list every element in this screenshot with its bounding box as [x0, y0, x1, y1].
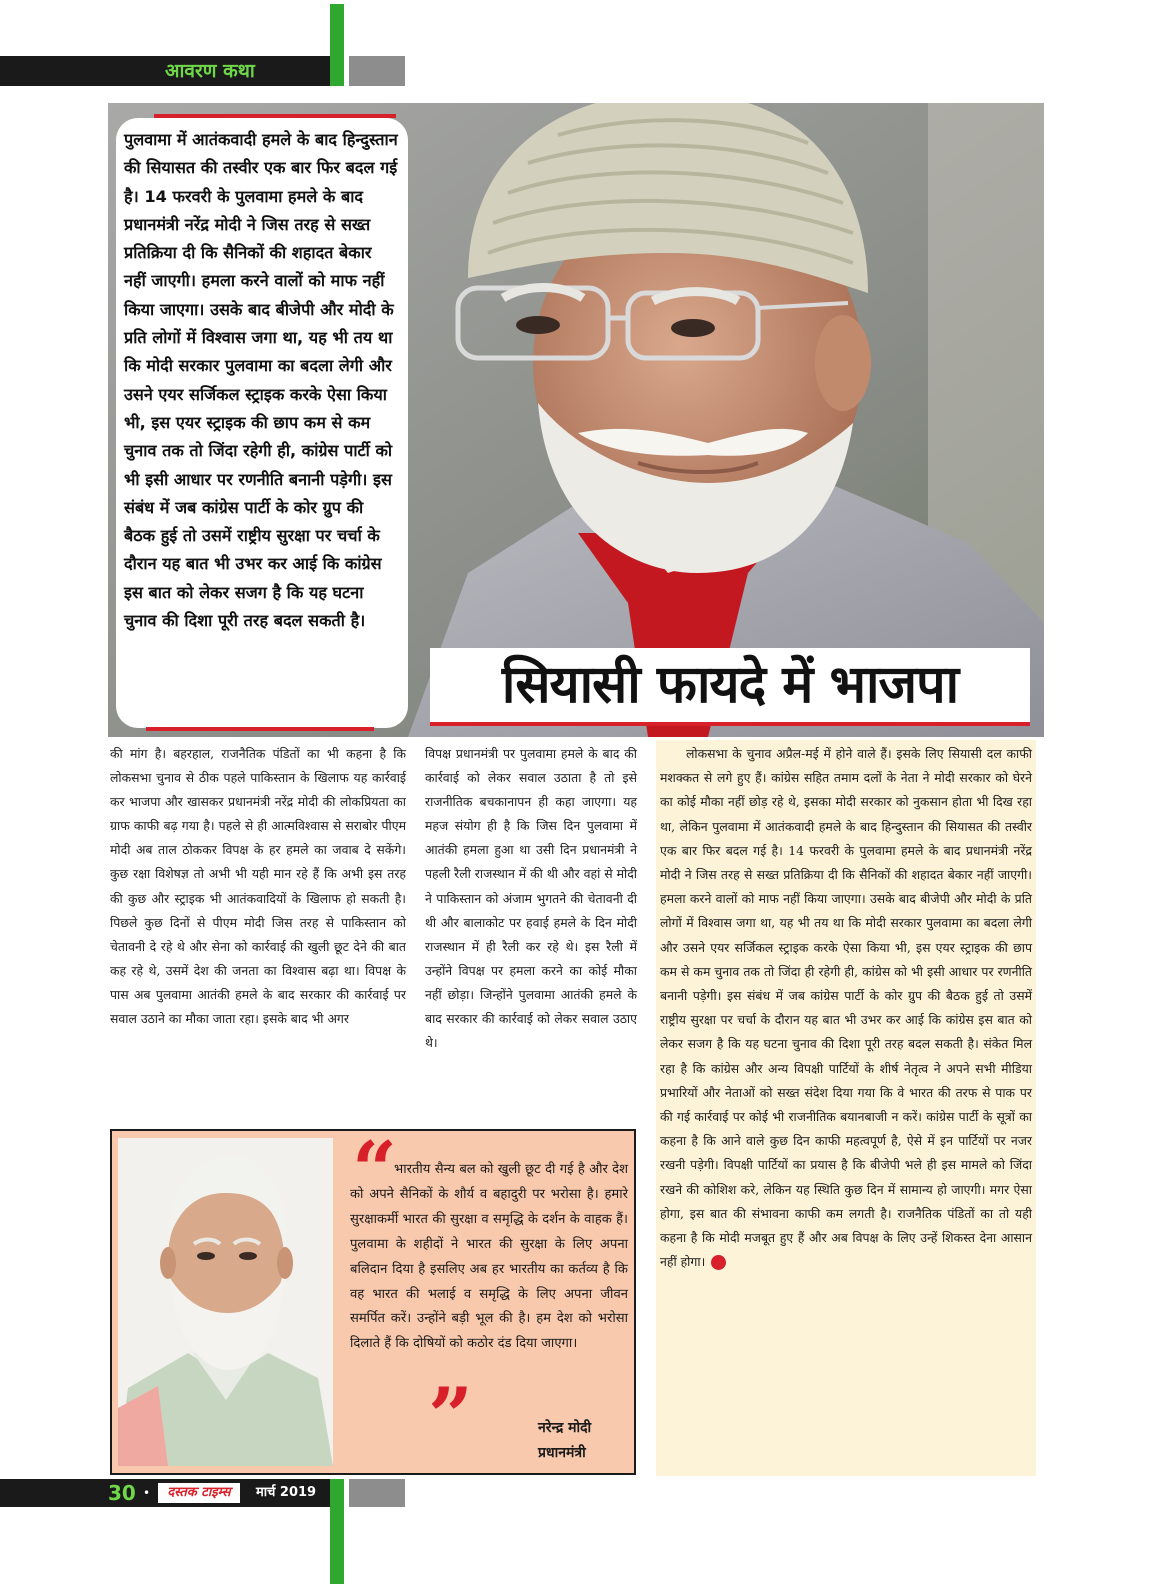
intro-bottom-accent [146, 727, 374, 731]
header-green-rule [330, 4, 344, 86]
magazine-logo: दस्तक टाइम्स [158, 1483, 240, 1503]
quote-portrait-photo [118, 1138, 333, 1466]
headline-panel [430, 648, 1030, 726]
intro-panel [116, 118, 408, 728]
article-column-3 [660, 742, 1032, 1274]
footer-separator: • [143, 1486, 151, 1500]
issue-date: मार्च 2019 [256, 1485, 317, 1500]
quote-text: भारतीय सैन्य बल को खुली छूट दी गई है और देश को अपने सैनिकों के शौर्य व बहादुरी पर भरोसा है। हमारे सुरक्षाकर्मी भारत की सुरक्षा व समृद्धि के दर्शन के वाहक हैं। पुलवामा के शहीदों ने भारत की सुरक्षा के लिए अपना बलिदान दिया है इसलिए अब हर भारतीय का कर्तव्य है कि वह भारत की भलाई व समृद्धि के लिए अपना जीवन समर्पित करें। उन्होंने बड़ी भूल की है। हम देश को भरोसा दिलाते हैं कि दोषियों को कठोर दंड दिया जाएगा। [350, 1162, 628, 1352]
quote-portrait-illustration [118, 1138, 333, 1466]
quote-attribution-role: प्रधानमंत्री [538, 1445, 586, 1461]
intro-text: पुलवामा में आतंकवादी हमले के बाद हिन्दुस्तान की सियासत की तस्वीर एक बार फिर बदल गई है। 14 फरवरी के पुलवामा हमले के बाद प्रधानमंत्री नरेंद्र मोदी ने जिस तरह से सख्त प्रतिक्रिया दी कि सैनिकों की शहादत बेकार नहीं जाएगी। हमला करने वालों को माफ नहीं किया जाएगा। उसके बाद बीजेपी और मोदी के प्रति लोगों में विश्वास जगा था, यह भी तय था कि मोदी सरकार पुलवामा का बदला लेगी और उसने एयर सर्जिकल स्ट्राइक करके ऐसा किया भी, इस एयर स्ट्राइक की छाप कम से कम चुनाव तक तो जिंदा रहेगी ही, कांग्रेस पार्टी को भी इसी आधार पर रणनीति बनानी पड़ेगी। इस संबंध में जब कांग्रेस पार्टी के कोर ग्रुप की बैठक हुई तो उसमें राष्ट्रीय सुरक्षा पर चर्चा के दौरान यह बात भी उभर कर आई कि कांग्रेस इस बात को लेकर सजग है कि यह घटना चुनाव की दिशा पूरी तरह बदल सकती है। [124, 130, 398, 631]
page-number: 30 [108, 1481, 136, 1505]
article-column-3-panel [656, 740, 1036, 1476]
footer-green-rule [330, 1479, 344, 1584]
close-quote-mark: ” [428, 1371, 473, 1462]
article-column-2: विपक्ष प्रधानमंत्री पर पुलवामा हमले के बाद की कार्रवाई को लेकर सवाल उठाता है तो इसे राजनीतिक बचकानापन ही कहा जाएगा। यह महज संयोग ही है कि जिस दिन पुलवामा में आतंकी हमला हुआ था उसी दिन प्रधानमंत्री ने पहली रैली राजस्थान में की थी और वहां से मोदी ने पाकिस्तान को अंजाम भुगतने की चेतावनी दी थी और बालाकोट पर हवाई हमले के दिन मोदी राजस्थान में ही रैली कर रहे थे। इस रैली में उन्होंने विपक्ष पर हमला करने का कोई मौका नहीं छोड़ा। जिन्होंने पुलवामा आतंकी हमले के बाद सरकार की कार्रवाई को लेकर सवाल उठाए थे। [425, 746, 637, 1051]
intro-top-accent [154, 114, 396, 118]
open-quote-mark: “ [352, 1125, 397, 1216]
headline: सियासी फायदे में भाजपा [501, 655, 959, 715]
footer-gray-block [349, 1479, 405, 1507]
article-column-1: की मांग है। बहरहाल, राजनैतिक पंडितों का भी कहना है कि लोकसभा चुनाव से ठीक पहले पाकिस्तान के खिलाफ यह कार्रवाई कर भाजपा और खासकर प्रधानमंत्री नरेंद्र मोदी की लोकप्रियता का ग्राफ काफी बढ़ गया है। पहले से ही आत्मविश्वास से सराबोर पीएम मोदी अब ताल ठोककर विपक्ष के हर हमले का जवाब दे सकेंगे। कुछ रक्षा विशेषज्ञ तो अभी भी यही मान रहे हैं कि अभी इस तरह की कुछ और स्ट्राइक भी आतंकवादियों के खिलाफ हो सकती है। पिछले कुछ दिनों से पीएम मोदी जिस तरह से पाकिस्तान को चेतावनी दे रहे थे और सेना को कार्रवाई की खुली छूट देने की बात कह रहे थे, उसमें देश की जनता का विश्वास बढ़ा था। विपक्ष के पास अब पुलवामा आतंकी हमले के बाद सरकार की कार्रवाई पर सवाल उठाने का मौका जाता रहा। इसके बाद भी अगर [110, 746, 406, 1027]
section-label: आवरण कथा [165, 60, 255, 82]
quote-attribution-name: नरेन्द्र मोदी [538, 1420, 592, 1436]
article-column-3-text: लोकसभा के चुनाव अप्रैल-मई में होने वाले हैं। इसके लिए सियासी दल काफी मशक्कत से लगे हुए हैं। कांग्रेस सहित तमाम दलों के नेता ने मोदी सरकार को घेरने का कोई मौका नहीं छोड़ रहे थे, इसका मोदी सरकार को नुकसान होता भी दिख रहा था, लेकिन पुलवामा में आतंकवादी हमले के बाद हिन्दुस्तान की सियासत की तस्वीर एक बार फिर बदल गई है। 14 फरवरी के पुलवामा हमले के बाद प्रधानमंत्री नरेंद्र मोदी ने जिस तरह से सख्त प्रतिक्रिया दी कि सैनिकों की शहादत बेकार नहीं जाएगी। हमला करने वालों को माफ नहीं किया जाएगा। उसके बाद बीजेपी और मोदी के प्रति लोगों में विश्वास जगा था, यह भी तय था कि मोदी सरकार पुलवामा का बदला लेगी और उसने एयर सर्जिकल स्ट्राइक करके ऐसा किया भी, इस एयर स्ट्राइक की छाप कम से कम चुनाव तक तो जिंदा ही रहेगी ही, कांग्रेस को भी इसी आधार पर रणनीति बनानी पड़ेगी। इस संबंध में जब कांग्रेस पार्टी के कोर ग्रुप की बैठक हुई तो उसमें राष्ट्रीय सुरक्षा पर चर्चा के दौरान यह बात भी उभर कर आई कि कांग्रेस इस बात को लेकर सजग है कि यह घटना चुनाव की दिशा पूरी तरह बदल सकती है। संकेत मिल रहा है कि कांग्रेस और अन्य विपक्षी पार्टियों के शीर्ष नेतृत्व ने अपने सभी मीडिया प्रभारियों और नेताओं को सख्त संदेश दिया गया कि वे भारत की तरफ से पाक पर की गई कार्रवाई पर कोई भी राजनीतिक बयानबाजी न करें। कांग्रेस पार्टी के सूत्रों का कहना है कि आने वाले कुछ दिन काफी महत्वपूर्ण है, ऐसे में इन पार्टियों पर नजर रखनी पड़ेगी। विपक्षी पार्टियों का प्रयास है कि बीजेपी भले ही इस मामले को जिंदा रखने की कोशिश करे, लेकिन यह स्थिति कुछ दिन में सामान्य हो जाएगी। मगर ऐसा होगा, इस बात की संभावना काफी कम लगती है। राजनैतिक पंडितों का तो यही कहना है कि मोदी मजबूत हुए हैं और अब विपक्ष के लिए उन्हें शिकस्त देना आसान नहीं होगा। [660, 746, 1032, 1270]
end-mark-dot [711, 1255, 726, 1270]
header-gray-block [349, 56, 405, 86]
